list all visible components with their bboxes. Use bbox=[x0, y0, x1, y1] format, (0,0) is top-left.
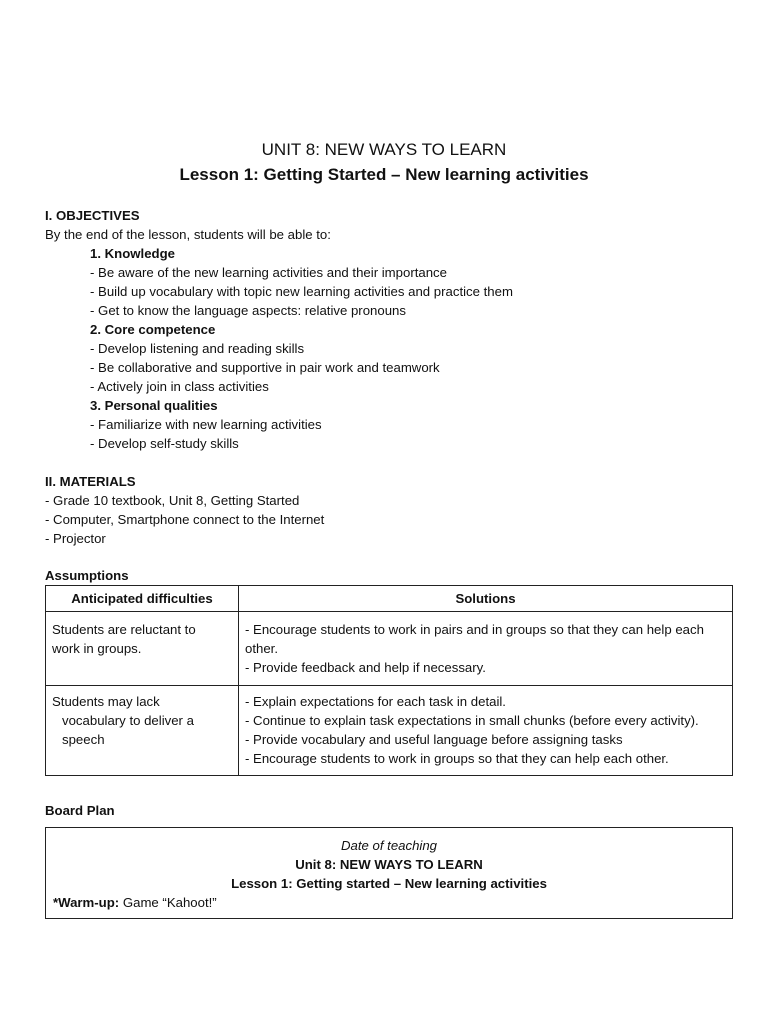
assumptions-table bbox=[45, 585, 733, 776]
cell-line: Students may lack bbox=[52, 694, 160, 709]
assumptions-heading: Assumptions bbox=[45, 568, 129, 583]
cell-line: work in groups. bbox=[52, 641, 142, 656]
table-row bbox=[46, 686, 733, 776]
materials-heading: II. MATERIALS bbox=[45, 474, 136, 489]
cell-line: - Provide vocabulary and useful language before assigning tasks bbox=[245, 732, 623, 747]
list-item: - Grade 10 textbook, Unit 8, Getting Started bbox=[45, 493, 300, 508]
warmup-text: Game “Kahoot!” bbox=[119, 895, 217, 910]
list-item: - Develop self-study skills bbox=[90, 436, 239, 451]
list-item: - Familiarize with new learning activities bbox=[90, 417, 322, 432]
cell-line: - Provide feedback and help if necessary. bbox=[245, 660, 486, 675]
lesson-title: Lesson 1: Getting Started – New learning activities bbox=[179, 165, 589, 184]
list-item: - Computer, Smartphone connect to the Internet bbox=[45, 512, 325, 527]
objectives-section bbox=[45, 206, 513, 453]
board-lesson-title: Lesson 1: Getting started – New learning activities bbox=[231, 876, 547, 891]
cell-line: - Encourage students to work in pairs and in groups so that they can help each bbox=[245, 622, 704, 637]
warmup-line bbox=[46, 893, 732, 912]
list-item: - Develop listening and reading skills bbox=[90, 341, 305, 356]
cell-line: vocabulary to deliver a bbox=[62, 713, 194, 728]
unit-title: UNIT 8: NEW WAYS TO LEARN bbox=[261, 140, 507, 159]
cell-line: other. bbox=[245, 641, 278, 656]
board-plan-box bbox=[45, 827, 733, 919]
column-header-solutions: Solutions bbox=[239, 586, 733, 612]
cell-line: speech bbox=[62, 732, 105, 747]
objectives-heading: I. OBJECTIVES bbox=[45, 208, 140, 223]
core-competence-heading: 2. Core competence bbox=[90, 322, 216, 337]
objectives-intro: By the end of the lesson, students will be able to: bbox=[45, 227, 331, 242]
board-unit-title: Unit 8: NEW WAYS TO LEARN bbox=[295, 857, 483, 872]
list-item: - Get to know the language aspects: relative pronouns bbox=[90, 303, 406, 318]
personal-qualities-heading: 3. Personal qualities bbox=[90, 398, 218, 413]
cell-line: - Continue to explain task expectations in small chunks (before every activity). bbox=[245, 713, 699, 728]
column-header-difficulties: Anticipated difficulties bbox=[46, 586, 239, 612]
difficulty-cell bbox=[46, 612, 239, 686]
materials-section bbox=[45, 472, 324, 548]
list-item: - Actively join in class activities bbox=[90, 379, 269, 394]
date-of-teaching: Date of teaching bbox=[340, 838, 438, 853]
cell-line: Students are reluctant to bbox=[52, 622, 196, 637]
board-plan-heading: Board Plan bbox=[45, 803, 115, 818]
cell-line: - Encourage students to work in groups so that they can help each other. bbox=[245, 751, 669, 766]
list-item: - Build up vocabulary with topic new learning activities and practice them bbox=[90, 284, 513, 299]
list-item: - Projector bbox=[45, 531, 106, 546]
knowledge-heading: 1. Knowledge bbox=[90, 246, 175, 261]
solution-cell bbox=[239, 612, 733, 686]
list-item: - Be aware of the new learning activities and their importance bbox=[90, 265, 447, 280]
list-item: - Be collaborative and supportive in pair work and teamwork bbox=[90, 360, 440, 375]
solution-cell bbox=[239, 686, 733, 776]
cell-line: - Explain expectations for each task in detail. bbox=[245, 694, 506, 709]
table-header-row bbox=[46, 586, 733, 612]
table-row bbox=[46, 612, 733, 686]
difficulty-cell bbox=[46, 686, 239, 776]
warmup-label: *Warm-up: bbox=[53, 895, 120, 910]
